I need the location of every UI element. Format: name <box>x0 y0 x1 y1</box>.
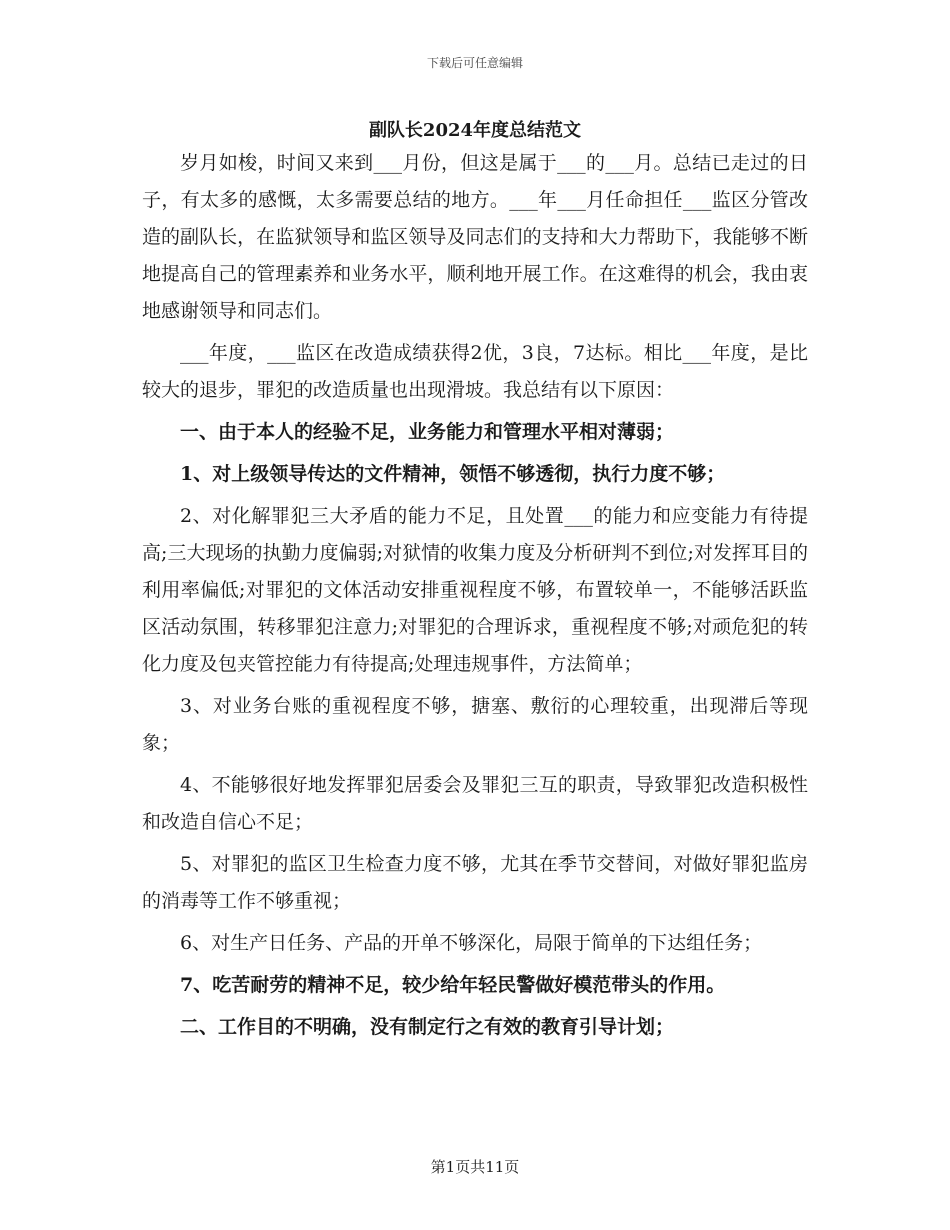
list-item: 6、对生产日任务、产品的开单不够深化，局限于简单的下达组任务； <box>180 932 763 954</box>
list-item: 3、对业务台账的重视程度不够，搪塞、敷衍的心理较重，出现滞后等现象； <box>142 695 808 754</box>
list-item: 2、对化解罪犯三大矛盾的能力不足，且处置___的能力和应变能力有待提高;三大现场的执勤力度偏弱;对狱情的收集力度及分析研判不到位;对发挥耳目的利用率偏低;对罪犯的文体活动安排重视程度不够，布置较单一，不能够活跃监区活动氛围，转移罪犯注意力;对罪犯的合理诉求，重视程度不够;对顽危犯的转化力度及包夹管控能力有待提高;处理违规事件，方法简单； <box>142 505 808 675</box>
list-item: 5、对罪犯的监区卫生检查力度不够，尤其在季节交替间，对做好罪犯监房的消毒等工作不够重视； <box>142 853 808 912</box>
list-item: 4、不能够很好地发挥罪犯居委会及罪犯三互的职责，导致罪犯改造积极性和改造自信心不足； <box>142 774 808 833</box>
section-heading: 一、由于本人的经验不足，业务能力和管理水平相对薄弱； <box>180 421 675 443</box>
paragraph: 岁月如梭，时间又来到___月份，但这是属于___的___月。总结已走过的日子，有太多的感慨，太多需要总结的地方。___年___月任命担任___监区分管改造的副队长，在监狱领导和监区领导及同志们的支持和大力帮助下，我能够不断地提高自己的管理素养和业务水平，顺利地开展工作。在这难得的机会，我由衷地感谢领导和同志们。 <box>142 152 808 322</box>
page-number: 第1页共11页 <box>430 1158 520 1176</box>
section-heading: 二、工作目的不明确，没有制定行之有效的教育引导计划； <box>180 1016 675 1038</box>
paragraph: ___年度，___监区在改造成绩获得2优，3良，7达标。相比___年度，是比较大的退步，罪犯的改造质量也出现滑坡。我总结有以下原因： <box>142 342 808 401</box>
document-body <box>142 145 808 1046</box>
page-title: 副队长2024年度总结范文 <box>368 120 582 141</box>
header-note: 下载后可任意编辑 <box>426 56 523 70</box>
list-item: 7、吃苦耐劳的精神不足，较少给年轻民警做好模范带头的作用。 <box>180 974 726 996</box>
list-item: 1、对上级领导传达的文件精神，领悟不够透彻，执行力度不够； <box>180 463 726 485</box>
